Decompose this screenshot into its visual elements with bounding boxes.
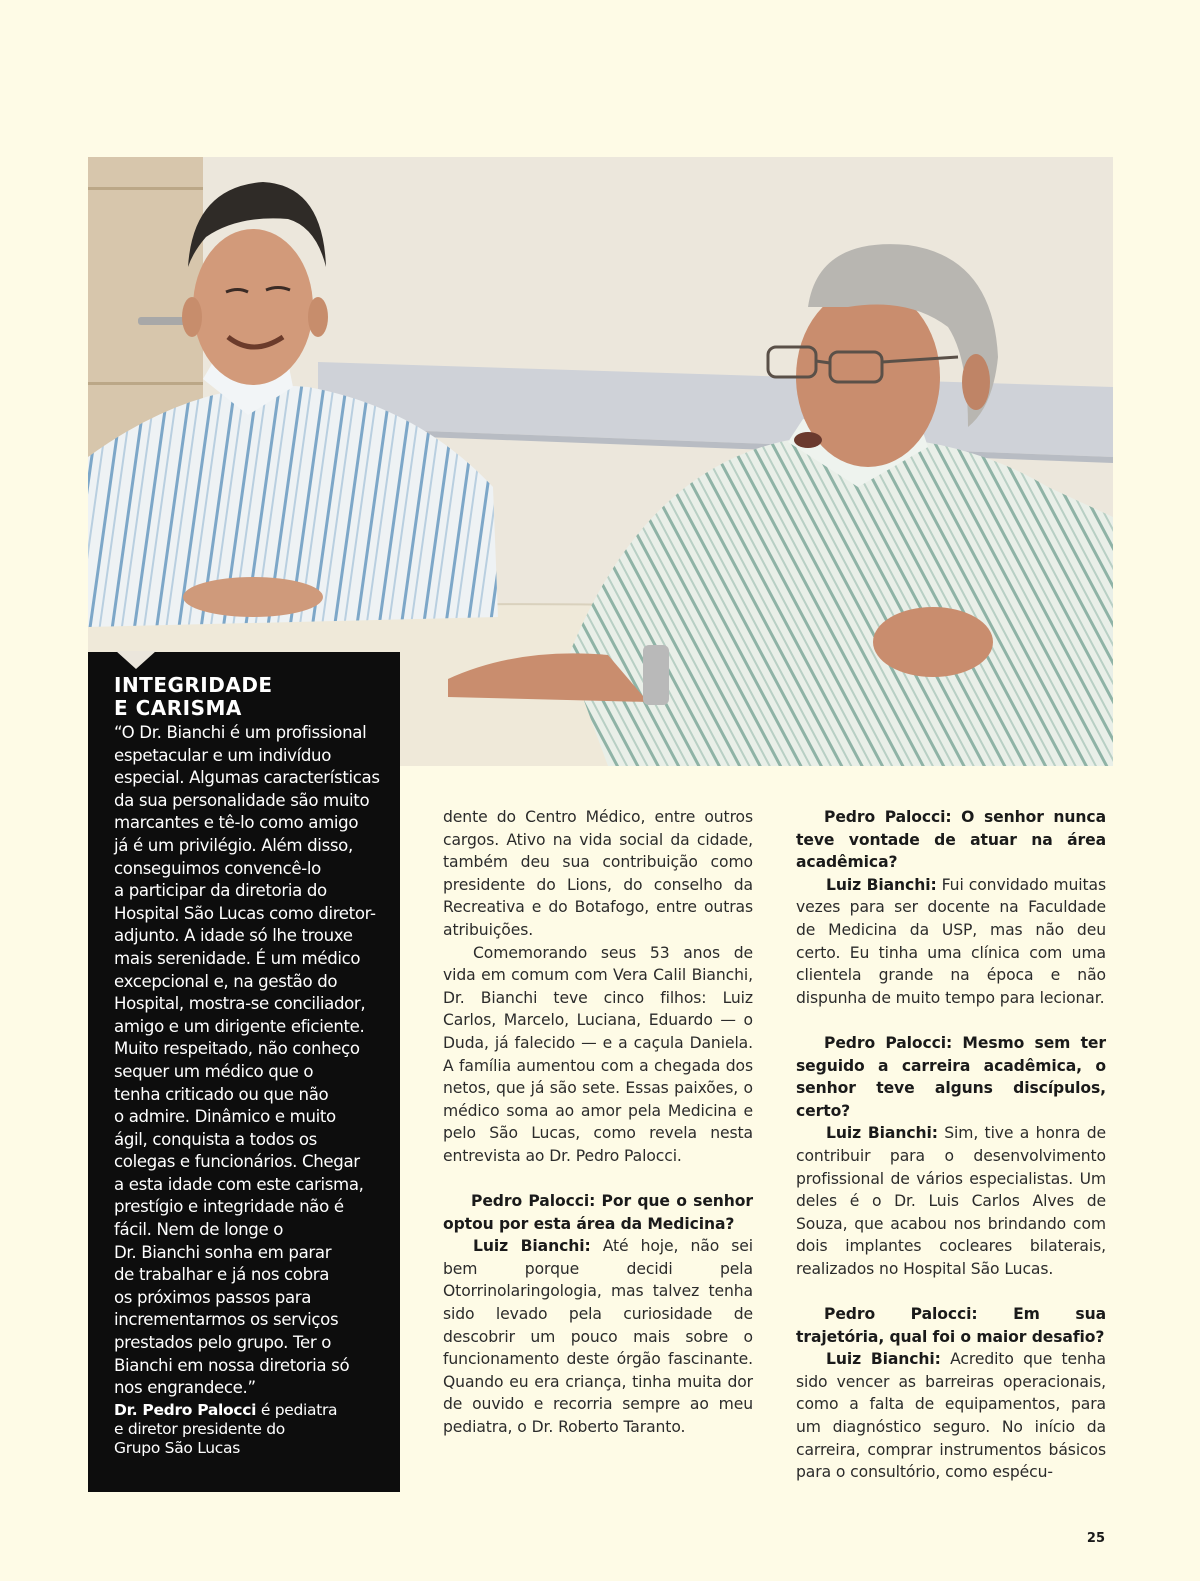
quote-line: sequer um médico que o [114,1061,314,1081]
quote-line: Hospital, mostra-se conciliador, [114,994,366,1014]
quote-line: conseguimos convencê-lo [114,858,321,878]
quote-line: de trabalhar e já nos cobra [114,1265,330,1285]
interview-question: Pedro Palocci: Em sua trajetória, qual foi o maior desafio? [796,1305,1106,1346]
answer-text: Acredito que tenha sido vencer as barreiras operacionais, como a falta de equipamentos, para um diagnóstico seguro. No início da carreira, comprar instrumentos básicos para o consultório, como espécu- [796,1350,1107,1482]
quote-line: tenha criticado ou que não [114,1084,329,1104]
sidebar-quote [114,722,386,1400]
sidebar-notch [116,651,156,669]
answer-text: Até hoje, não sei bem porque decidi pela Otorrinolaringologia, mas talvez tenha sido levado pela curiosidade de descobrir um pouco mais sobre o funcionamento deste órgão fascinante. Quando eu era criança, tinha muita dor de ouvido e recorria sempre ao meu pediatra, o Dr. Roberto Taranto. [443,1237,753,1437]
paragraph: Comemorando seus 53 anos de vida em comum com Vera Calil Bianchi, Dr. Bianchi teve cinco filhos: Luiz Carlos, Marcelo, Luciana, Eduardo — o Duda, já falecido — e a caçula Daniela. A família aumentou com a chegada dos netos, que já são sete. Essas paixões, o médico soma ao amor pela Medicina e pelo São Lucas, como revela nesta entrevista ao Dr. Pedro Palocci. [443,943,753,1165]
quote-line: espetacular e um indivíduo [114,745,332,765]
quote-line: colegas e funcionários. Chegar [114,1152,360,1172]
quote-line: Bianchi em nossa diretoria só [114,1355,350,1375]
interview-answer [796,874,1106,1010]
quote-line: o admire. Dinâmico e muito [114,1107,336,1127]
speaker-name: Luiz Bianchi: [826,875,937,894]
quote-line: prestados pelo grupo. Ter o [114,1333,332,1353]
sidebar-signature [114,1401,386,1458]
quote-line: “O Dr. Bianchi é um profissional [114,723,367,742]
quote-line: marcantes e tê-lo como amigo [114,813,359,833]
signature-name: Dr. Pedro Palocci [114,1400,257,1419]
interview-answer [443,1235,753,1438]
quote-line: a esta idade com este carisma, [114,1174,364,1194]
quote-line: já é um privilégio. Além disso, [114,835,353,855]
article-column-2 [796,806,1106,1484]
quote-line: ágil, conquista a todos os [114,1129,317,1149]
quote-line: especial. Algumas características [114,768,380,788]
quote-line: nos engrandece.” [114,1378,256,1398]
quote-line: excepcional e, na gestão do [114,971,338,991]
quote-line: os próximos passos para [114,1287,312,1307]
paragraph: dente do Centro Médico, entre outros cargos. Ativo na vida social da cidade, também deu sua contribuição como presidente do Lions, do conselho da Recreativa e do Botafogo, entre outras atribuições. [443,808,753,939]
interview-question: Pedro Palocci: Por que o senhor optou por esta área da Medicina? [443,1192,753,1233]
signature-role-line: e diretor presidente do [114,1419,285,1438]
interview-question: Pedro Palocci: O senhor nunca teve vontade de atuar na área acadêmica? [796,808,1106,872]
quote-line: Hospital São Lucas como diretor- [114,903,376,923]
page-number: 25 [1086,1531,1105,1546]
quote-line: amigo e um dirigente eficiente. [114,1016,365,1036]
quote-line: a participar da diretoria do [114,881,327,901]
sidebar-title: INTEGRIDADE E CARISMA [114,673,273,720]
quote-line: fácil. Nem de longe o [114,1220,284,1240]
quote-line: adjunto. A idade só lhe trouxe [114,926,353,946]
speaker-name: Luiz Bianchi: [826,1350,941,1369]
quote-line: da sua personalidade são muito [114,790,370,810]
quote-line: Muito respeitado, não conheço [114,1039,360,1059]
signature-role: é pediatra [256,1400,338,1419]
quote-line: prestígio e integridade não é [114,1197,344,1217]
interview-answer [796,1122,1106,1280]
interview-question: Pedro Palocci: Mesmo sem ter seguido a carreira acadêmica, o senhor teve alguns discípulos, certo? [796,1033,1106,1120]
signature-org-line: Grupo São Lucas [114,1438,240,1457]
speaker-name: Luiz Bianchi: [826,1124,938,1143]
speaker-name: Luiz Bianchi: [473,1237,591,1256]
interview-answer [796,1348,1106,1484]
quote-line: incrementarmos os serviços [114,1310,339,1330]
answer-text: Sim, tive a honra de contribuir para o desenvolvimento profissional de vários especialistas. Um deles é o Dr. Luis Carlos Alves de Souza, que acabou nos brindando com dois implantes cocleares bilaterais, realizados no Hospital São Lucas. [796,1124,1107,1278]
quote-line: Dr. Bianchi sonha em parar [114,1242,332,1262]
quote-line: mais serenidade. É um médico [114,948,361,968]
answer-text: Fui convidado muitas vezes para ser docente na Faculdade de Medicina da USP, mas não deu certo. Eu tinha uma clínica com uma clientela grande na época e não dispunha de muito tempo para lecionar. [796,875,1106,1007]
sidebar-box [88,652,400,1492]
article-column-1 [443,806,753,1439]
